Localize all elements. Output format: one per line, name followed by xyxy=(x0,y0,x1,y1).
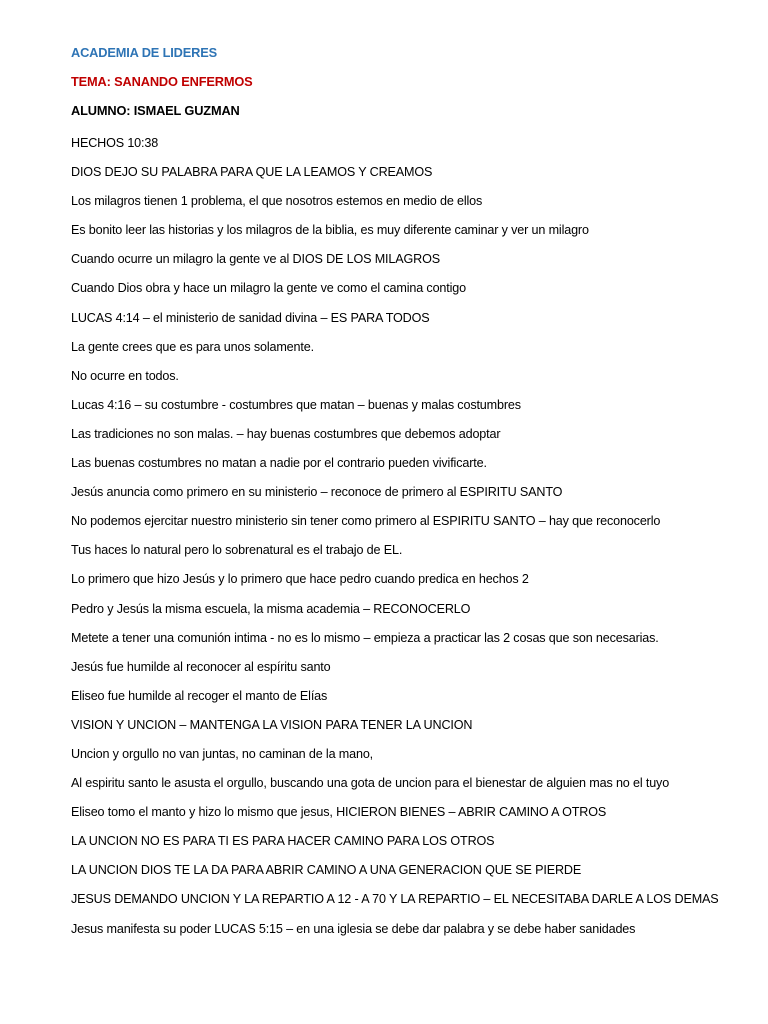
text-line: Lucas 4:16 – su costumbre - costumbres que matan – buenas y malas costumbres xyxy=(71,397,521,412)
text-line: LA UNCION DIOS TE LA DA PARA ABRIR CAMINO A UNA GENERACION QUE SE PIERDE xyxy=(71,863,582,878)
text-line: La gente crees que es para unos solamente. xyxy=(71,339,314,354)
text-line: Jesús anuncia como primero en su ministerio – reconoce de primero al ESPIRITU SANTO xyxy=(71,485,563,500)
text-line: VISION Y UNCION – MANTENGA LA VISION PARA TENER LA UNCION xyxy=(71,717,473,732)
text-line: Eliseo fue humilde al recoger el manto de Elías xyxy=(71,688,328,703)
text-line: Metete a tener una comunión intima - no es lo mismo – empieza a practicar las 2 cosas que son necesarias. xyxy=(71,630,659,645)
text-line: Pedro y Jesús la misma escuela, la misma academia – RECONOCERLO xyxy=(71,601,471,616)
document-header xyxy=(71,38,253,125)
text-line: Es bonito leer las historias y los milagros de la biblia, es muy diferente caminar y ver un milagro xyxy=(71,223,589,238)
academy-title: ACADEMIA DE LIDERES xyxy=(71,45,217,60)
text-line: Uncion y orgullo no van juntas, no caminan de la mano, xyxy=(71,746,374,761)
text-line: Lo primero que hizo Jesús y lo primero que hace pedro cuando predica en hechos 2 xyxy=(71,572,529,587)
text-line: JESUS DEMANDO UNCION Y LA REPARTIO A 12 - A 70 Y LA REPARTIO – EL NECESITABA DARLE A LOS DEMAS xyxy=(71,892,719,907)
text-line: Tus haces lo natural pero lo sobrenatural es el trabajo de EL. xyxy=(71,543,403,558)
text-line: Cuando ocurre un milagro la gente ve al DIOS DE LOS MILAGROS xyxy=(71,252,440,267)
text-line: Jesús fue humilde al reconocer al espíritu santo xyxy=(71,659,331,674)
text-line: Las buenas costumbres no matan a nadie por el contrario pueden vivificarte. xyxy=(71,456,487,471)
text-line: No ocurre en todos. xyxy=(71,368,179,383)
text-line: LUCAS 4:14 – el ministerio de sanidad divina – ES PARA TODOS xyxy=(71,310,430,325)
text-line: Cuando Dios obra y hace un milagro la gente ve como el camina contigo xyxy=(71,281,466,296)
text-line: Eliseo tomo el manto y hizo lo mismo que jesus, HICIERON BIENES – ABRIR CAMINO A OTROS xyxy=(71,805,607,820)
text-line: DIOS DEJO SU PALABRA PARA QUE LA LEAMOS Y CREAMOS xyxy=(71,165,433,180)
text-line: Las tradiciones no son malas. – hay buenas costumbres que debemos adoptar xyxy=(71,426,501,441)
text-line: Los milagros tienen 1 problema, el que nosotros estemos en medio de ellos xyxy=(71,194,483,209)
topic-title: TEMA: SANANDO ENFERMOS xyxy=(71,74,253,90)
student-name: ALUMNO: ISMAEL GUZMAN xyxy=(71,103,240,119)
text-line: Jesus manifesta su poder LUCAS 5:15 – en una iglesia se debe dar palabra y se debe haber sanidades xyxy=(71,921,636,936)
text-line: Al espiritu santo le asusta el orgullo, buscando una gota de uncion para el bienestar de alguien mas no el tuyo xyxy=(71,776,670,791)
text-line: LA UNCION NO ES PARA TI ES PARA HACER CAMINO PARA LOS OTROS xyxy=(71,834,495,849)
text-line: HECHOS 10:38 xyxy=(71,136,159,150)
document-body xyxy=(71,129,719,944)
text-line: No podemos ejercitar nuestro ministerio sin tener como primero al ESPIRITU SANTO – hay que reconocerlo xyxy=(71,514,661,529)
